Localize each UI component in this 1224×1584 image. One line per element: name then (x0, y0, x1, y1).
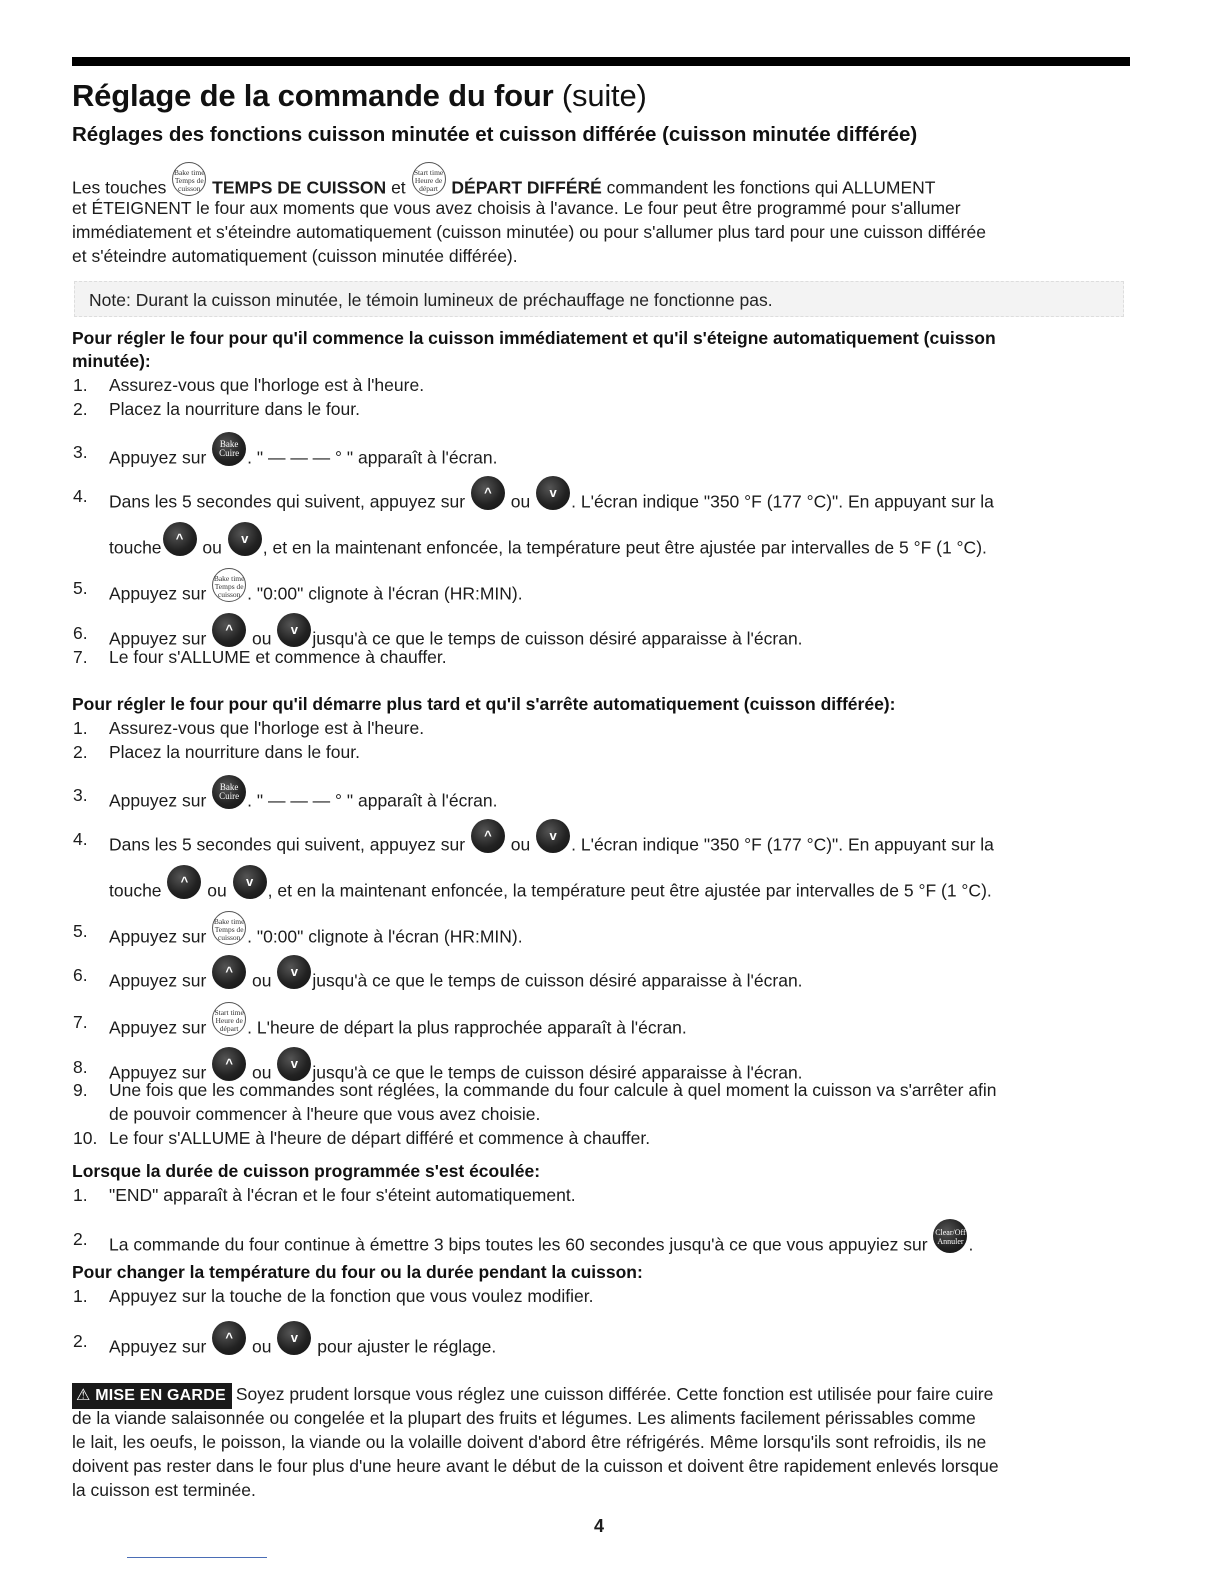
clear-off-key-icon: Clear/Off Annuler (933, 1219, 967, 1253)
up-arrow-icon: ^ (167, 865, 201, 899)
page-number: 4 (594, 1516, 605, 1536)
section2-heading: Pour régler le four pour qu'il démarre plus tard et qu'il s'arrête automatiquement (cuisson différée): (72, 694, 896, 714)
section3-heading: Lorsque la durée de cuisson programmée s'est écoulée: (72, 1161, 541, 1181)
page-title: Réglage de la commande du four (suite) (72, 78, 647, 113)
section4-heading: Pour changer la température du four ou la durée pendant la cuisson: (72, 1262, 643, 1282)
bake-time-icon: Bake time Temps de cuisson (212, 911, 246, 945)
section1-heading: Pour régler le four pour qu'il commence la cuisson immédiatement et qu'il s'éteigne automatiquement (cuisson (72, 328, 996, 348)
footer-rule (127, 1557, 267, 1558)
down-arrow-icon: v (536, 476, 570, 510)
section1-heading-cont: minutée): (72, 351, 151, 371)
up-arrow-icon: ^ (212, 1321, 246, 1355)
up-arrow-icon: ^ (212, 1047, 246, 1081)
intro-line-4: et s'éteindre automatiquement (cuisson minutée différée). (72, 246, 518, 266)
top-rule (72, 57, 1130, 66)
warning-icon: ⚠ (76, 1387, 91, 1404)
warning-line-3: le lait, les oeufs, le poisson, la viande ou la volaille doivent d'abord être réfrigérés. Même lorsqu'ils sont refroidis, ils ne (72, 1432, 987, 1452)
down-arrow-icon: v (228, 522, 262, 556)
bake-time-icon: Bake time Temps de cuisson (212, 568, 246, 602)
down-arrow-icon: v (277, 613, 311, 647)
intro-line-2: et ÉTEIGNENT le four aux moments que vous avez choisis à l'avance. Le four peut être programmé pour s'allumer (72, 198, 961, 218)
down-arrow-icon: v (536, 819, 570, 853)
warning-line-5: la cuisson est terminée. (72, 1480, 256, 1500)
down-arrow-icon: v (277, 1047, 311, 1081)
up-arrow-icon: ^ (163, 522, 197, 556)
down-arrow-icon: v (277, 1321, 311, 1355)
bake-key-icon: Bake Cuire (212, 432, 246, 466)
warning-line-4: doivent pas rester dans le four plus d'une heure avant le début de la cuisson et doivent être rapidement enlevés lorsque (72, 1456, 999, 1476)
intro-line-1: Les touches Bake time Temps de cuisson TEMPS DE CUISSON et Start time Heure de départ DÉPART DIFFÉRÉ commandent les fonctions qui ALLUMENT (72, 172, 935, 206)
intro-line-3: immédiatement et s'éteindre automatiquement (cuisson minutée) ou pour s'allumer plus tard pour une cuisson différée (72, 222, 986, 242)
bake-time-icon: Bake time Temps de cuisson (172, 162, 206, 196)
up-arrow-icon: ^ (212, 955, 246, 989)
warning-line-2: de la viande salaisonnée ou congelée et la plupart des fruits et légumes. Les aliments facilement périssables comme (72, 1408, 976, 1428)
page-subtitle: Réglages des fonctions cuisson minutée et cuisson différée (cuisson minutée différée) (72, 123, 918, 146)
down-arrow-icon: v (277, 955, 311, 989)
start-time-icon: Start time Heure de départ (412, 162, 446, 196)
down-arrow-icon: v (233, 865, 267, 899)
warning-line-1: ⚠ MISE EN GARDE Soyez prudent lorsque vous réglez une cuisson différée. Cette fonction est utilisée pour faire cuire (72, 1382, 993, 1409)
up-arrow-icon: ^ (471, 476, 505, 510)
warning-badge: ⚠ MISE EN GARDE (72, 1383, 232, 1409)
start-time-icon: Start time Heure de départ (212, 1002, 246, 1036)
up-arrow-icon: ^ (471, 819, 505, 853)
note-box: Note: Durant la cuisson minutée, le témoin lumineux de préchauffage ne fonctionne pas. (74, 281, 1124, 317)
bake-key-icon: Bake Cuire (212, 775, 246, 809)
up-arrow-icon: ^ (212, 613, 246, 647)
